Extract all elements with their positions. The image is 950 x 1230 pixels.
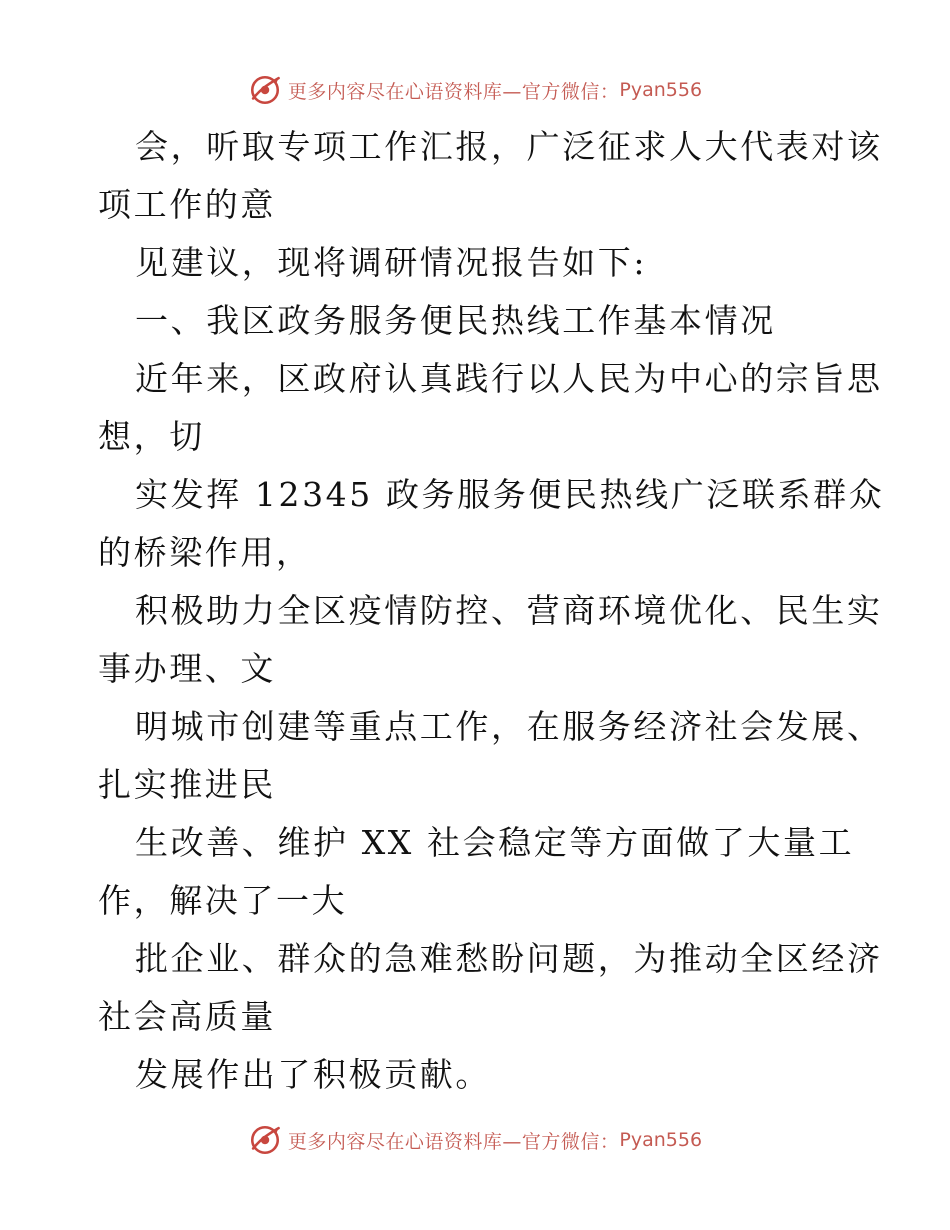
text-line: 一、我区政务服务便民热线工作基本情况 <box>135 301 776 340</box>
watermark-contact: Pyan556 <box>619 1129 703 1151</box>
logo-icon <box>248 1123 282 1157</box>
footer-watermark <box>0 1120 950 1160</box>
text-line: 想，切 <box>98 417 205 456</box>
header-watermark <box>0 70 950 110</box>
text-line: 积极助力全区疫情防控、营商环境优化、民生实 <box>135 591 883 630</box>
watermark-contact: Pyan556 <box>619 79 703 101</box>
text-line: 明城市创建等重点工作，在服务经济社会发展、 <box>135 707 883 746</box>
text-line: 见建议，现将调研情况报告如下: <box>135 243 648 282</box>
text-line: 近年来，区政府认真践行以人民为中心的宗旨思 <box>135 359 883 398</box>
watermark-site-text: 更多内容尽在心语资料库—官方微信： <box>287 80 620 103</box>
text-line: 批企业、群众的急难愁盼问题，为推动全区经济 <box>135 939 883 978</box>
document-body <box>98 118 885 1104</box>
text-line: 作，解决了一大 <box>98 881 348 920</box>
text-line: 的桥梁作用， <box>98 533 312 572</box>
text-line: 生改善、维护 XX 社会稳定等方面做了大量工 <box>135 823 855 862</box>
text-line: 发展作出了积极贡献。 <box>135 1055 491 1094</box>
text-line: 实发挥 12345 政务服务便民热线广泛联系群众 <box>135 475 885 514</box>
watermark-site-text: 更多内容尽在心语资料库—官方微信： <box>287 1130 620 1153</box>
text-line: 事办理、文 <box>98 649 276 688</box>
text-line: 社会高质量 <box>98 997 276 1036</box>
text-line: 扎实推进民 <box>98 765 276 804</box>
logo-icon <box>248 73 282 107</box>
text-line: 会，听取专项工作汇报，广泛征求人大代表对该 <box>135 127 883 166</box>
text-line: 项工作的意 <box>98 185 276 224</box>
